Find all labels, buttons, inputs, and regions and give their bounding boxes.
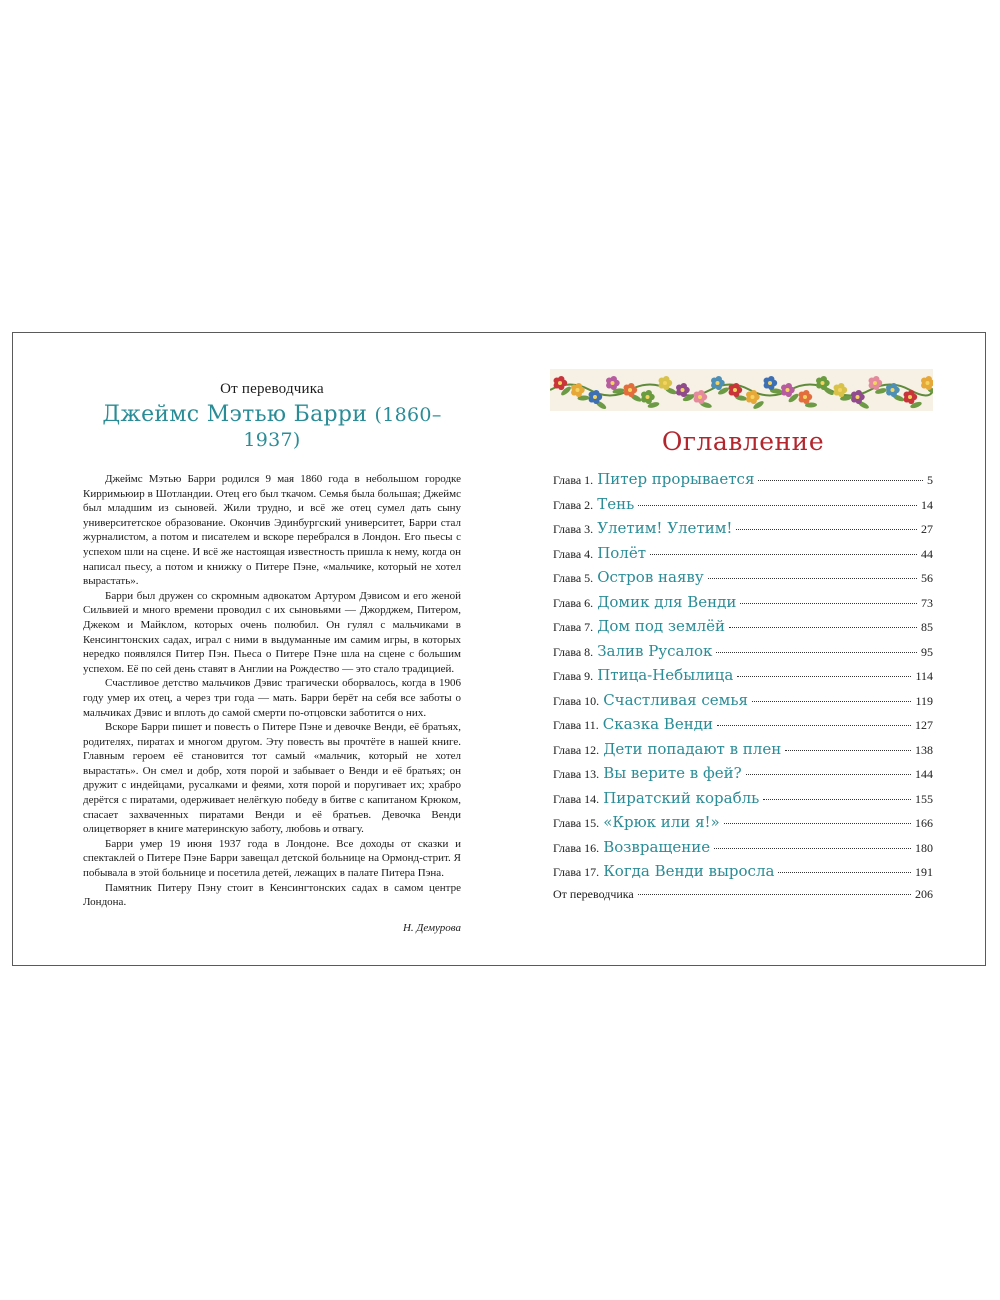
toc-entry[interactable] xyxy=(553,593,933,618)
toc-chapter-title: Когда Венди выросла xyxy=(603,862,775,880)
toc-page-number: 180 xyxy=(915,840,933,855)
toc-page-number: 138 xyxy=(915,742,933,757)
toc-chapter-number: Глава 6. xyxy=(553,595,594,610)
toc-chapter-number: Глава 5. xyxy=(553,571,594,585)
toc-chapter-number: Глава 13. xyxy=(553,767,600,781)
toc-chapter-number: Глава 17. xyxy=(553,865,600,879)
section-label: От переводчика xyxy=(220,381,324,397)
paragraph: Джеймс Мэтью Барри родился 9 мая 1860 года в небольшом городке Кирримьюир в Шотландии. Отец его был ткачом. Семья была большая; Джеймс был младшим из сыновей. Жили трудно, и всё же отец сумел дать сыну университетское образование. Окончив Эдинбургский университет, Барри стал журналистом, а потом и писателем и вскоре перебрался в Лондон. Его пьесы с успехом шли на сцене. И всё же настоящая известность пришла к нему, когда он написал пьесу, а потом и книжку о Питере Пэне, «мальчике, который не хотел вырастать». xyxy=(83,473,461,588)
toc-chapter-title: Дом под землёй xyxy=(597,617,726,635)
toc-entry[interactable] xyxy=(553,642,933,667)
toc-dot-leader xyxy=(746,774,911,775)
toc-page-number: 73 xyxy=(921,595,933,610)
toc-chapter-title: Улетим! Улетим! xyxy=(597,519,733,537)
biography-text xyxy=(83,472,461,910)
toc-chapter-number: Глава 7. xyxy=(553,620,594,634)
toc-entry[interactable] xyxy=(553,813,933,838)
translator-signature: Н. Демурова xyxy=(402,921,461,934)
toc-dot-leader xyxy=(778,872,911,873)
toc-chapter-number: Глава 11. xyxy=(553,718,599,732)
toc-chapter-title: Остров наяву xyxy=(597,568,704,586)
toc-page-number: 14 xyxy=(921,497,933,512)
author-years: (1860–1937) xyxy=(243,404,442,451)
toc-dot-leader xyxy=(717,725,911,726)
toc-entry[interactable] xyxy=(553,691,933,716)
toc-chapter-title: Сказка Венди xyxy=(602,715,713,733)
right-page xyxy=(553,369,933,911)
toc-title: Оглавление xyxy=(661,427,825,456)
toc-entry[interactable] xyxy=(553,617,933,642)
toc-chapter-number: Глава 10. xyxy=(553,693,600,708)
toc-chapter-title: «Крюк или я!» xyxy=(603,813,720,831)
toc-dot-leader xyxy=(650,554,917,555)
paragraph: Вскоре Барри пишет и повесть о Питере Пэне и девочке Венди, её братьях, родителях, пиратах и многом другом. Эту повесть вы прочтёте в нашей книге. Главным героем её становится тот самый «мальчик, который не хотел вырастать». Он смел и добр, хотя порой и забывает о Венди и её братьях; он дружит с индейцами, русалками и феями, хотя порой и поругивает их; храбро дерётся с пиратами, одерживает нелёгкую победу в битве с капитаном Крюком, спасает захваченных пиратами Венди и её братьев. Девочка Венди олицетворяет в книге материнскую заботу, любовь и отвагу. xyxy=(83,721,461,836)
toc-chapter-number: Глава 16. xyxy=(553,840,600,855)
toc-chapter-number: Глава 9. xyxy=(553,669,594,683)
toc-dot-leader xyxy=(736,529,917,530)
toc-chapter-title: Возвращение xyxy=(603,837,711,856)
toc-entry[interactable] xyxy=(553,715,933,740)
toc-dot-leader xyxy=(638,894,911,895)
toc-entry[interactable] xyxy=(553,838,933,863)
toc-entry[interactable] xyxy=(553,862,933,887)
toc-entry[interactable] xyxy=(553,519,933,544)
toc-dot-leader xyxy=(785,750,911,751)
toc-page-number: 44 xyxy=(921,546,933,561)
toc-dot-leader xyxy=(737,676,911,677)
toc-chapter-title: Тень xyxy=(597,494,635,513)
toc-entry[interactable] xyxy=(553,568,933,593)
paragraph: Барри был дружен со скромным адвокатом Артуром Дэвисом и его женой Сильвией и много времени проводил с их сыновьями — Джорджем, Питером, Джеком и Майклом, которых очень полюбил. Он гулял с мальчиками в Кенсингтонских садах, играл с ними в выдуманные им самим игры, в которых нередко появлялся Питер Пэн. Пьеса о Питере Пэне шла на сцене с большим успехом. Её по сей день ставят в Англии на Рождество — это стало традицией. xyxy=(83,589,461,675)
toc-chapter-number: Глава 12. xyxy=(553,742,600,757)
author-title xyxy=(83,402,461,452)
toc-chapter-title: Пиратский корабль xyxy=(603,788,760,807)
toc-chapter-number: Глава 3. xyxy=(553,522,594,536)
toc-dot-leader xyxy=(758,480,923,481)
toc-entry[interactable] xyxy=(553,764,933,789)
book-spread xyxy=(12,332,986,966)
toc-page-number: 95 xyxy=(921,644,933,659)
toc-chapter-title: От переводчика xyxy=(553,886,634,901)
toc-dot-leader xyxy=(716,652,917,653)
toc-chapter-title: Домик для Венди xyxy=(597,592,737,611)
toc-page-number: 85 xyxy=(921,620,933,634)
toc-dot-leader xyxy=(714,848,911,849)
toc-chapter-number: Глава 4. xyxy=(553,546,594,561)
toc-dot-leader xyxy=(638,505,917,506)
left-page xyxy=(83,381,461,934)
toc-entry[interactable] xyxy=(553,666,933,691)
toc-page-number: 206 xyxy=(915,886,933,901)
flower-garland-icon xyxy=(550,369,933,411)
toc-chapter-title: Полёт xyxy=(597,543,647,562)
toc-entry[interactable] xyxy=(553,789,933,814)
author-name: Джеймс Мэтью Барри xyxy=(102,402,368,427)
toc-page-number: 127 xyxy=(915,718,933,732)
toc-dot-leader xyxy=(752,701,911,702)
toc-chapter-title: Питер прорывается xyxy=(597,470,755,488)
toc-page-number: 155 xyxy=(915,791,933,806)
floral-border-illustration xyxy=(550,369,933,411)
toc-entry[interactable] xyxy=(553,740,933,765)
paragraph: Барри умер 19 июня 1937 года в Лондоне. Все доходы от сказки и спектаклей о Питере Пэне Барри завещал детской больнице на Ормонд-стрит. Я побывала в этой больнице и посетила детей, лежащих в палате Питера Пэна. xyxy=(83,837,461,880)
toc-page-number: 114 xyxy=(915,669,933,683)
table-of-contents xyxy=(553,470,933,911)
toc-page-number: 166 xyxy=(915,816,933,830)
toc-dot-leader xyxy=(724,823,911,824)
toc-page-number: 119 xyxy=(915,693,933,708)
toc-chapter-title: Дети попадают в плен xyxy=(603,739,782,758)
paragraph: Счастливое детство мальчиков Дэвис трагически оборвалось, когда в 1906 году умер их отец, а через три года — мать. Барри берёт на себя все заботы о мальчиках Дэвис и вплоть до самой смерти по-отцовски заботится о них. xyxy=(83,677,461,719)
toc-chapter-number: Глава 1. xyxy=(553,473,594,487)
toc-chapter-number: Глава 15. xyxy=(553,816,600,830)
toc-chapter-title: Вы верите в фей? xyxy=(603,764,742,782)
toc-chapter-title: Счастливая семья xyxy=(603,690,748,709)
toc-page-number: 191 xyxy=(915,865,933,879)
toc-entry[interactable] xyxy=(553,470,933,495)
toc-dot-leader xyxy=(729,627,917,628)
toc-page-number: 144 xyxy=(915,767,933,781)
toc-chapter-title: Залив Русалок xyxy=(597,641,713,660)
toc-entry[interactable] xyxy=(553,495,933,520)
toc-chapter-number: Глава 14. xyxy=(553,791,600,806)
toc-page-number: 27 xyxy=(921,522,933,536)
toc-entry[interactable] xyxy=(553,544,933,569)
toc-chapter-number: Глава 2. xyxy=(553,497,594,512)
toc-chapter-title: Птица-Небылица xyxy=(597,666,734,684)
toc-dot-leader xyxy=(763,799,911,800)
toc-page-number: 5 xyxy=(927,473,933,487)
toc-dot-leader xyxy=(740,603,917,604)
paragraph: Памятник Питеру Пэну стоит в Кенсингтонских садах в самом центре Лондона. xyxy=(83,881,461,909)
toc-dot-leader xyxy=(708,578,917,579)
toc-entry[interactable] xyxy=(553,887,933,912)
toc-page-number: 56 xyxy=(921,571,933,585)
toc-chapter-number: Глава 8. xyxy=(553,644,594,659)
